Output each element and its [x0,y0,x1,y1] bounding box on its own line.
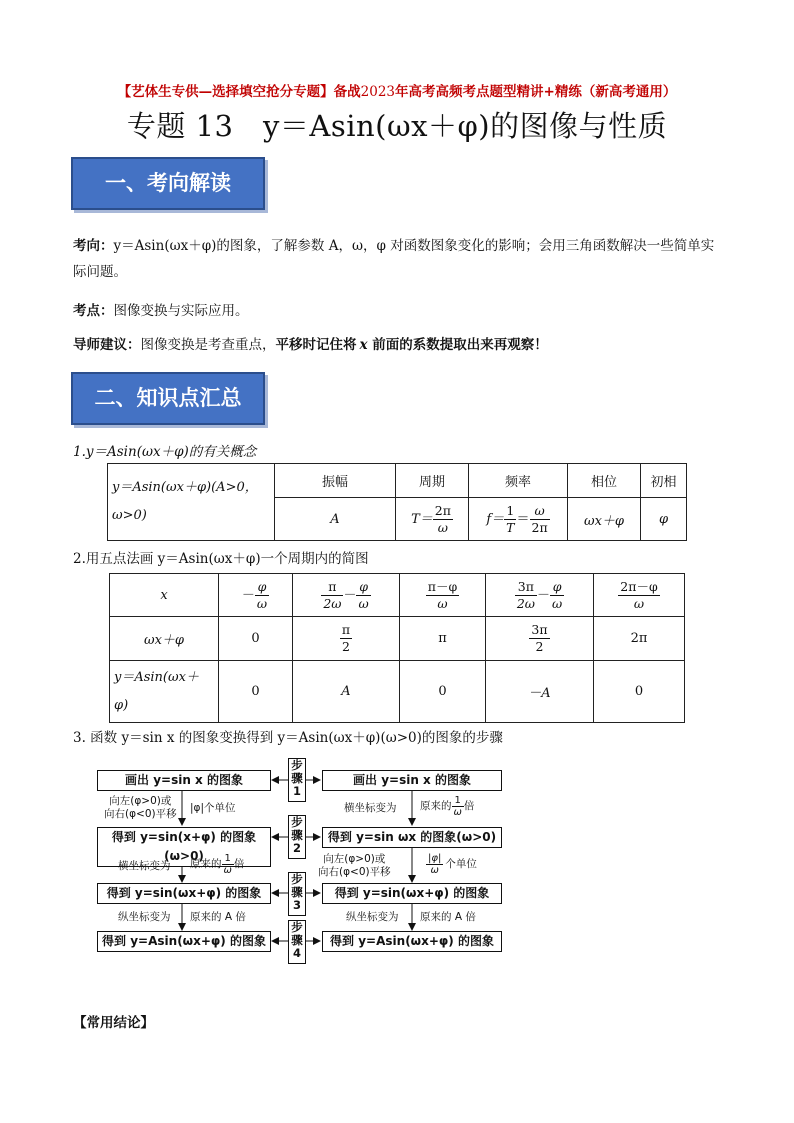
left-note-2 [190,853,244,876]
r3-c4: －A [486,661,594,723]
right-note-2 [318,853,391,879]
freq-num-1: 1 [504,503,516,520]
row-phase-label: ωx＋φ [110,617,219,661]
r3-c2: A [293,661,400,723]
r2-c1: 0 [219,617,293,661]
kaodian-text: 图像变换与实际应用。 [113,303,249,319]
row-x-label: x [110,574,219,617]
right-note-2-a: 向左(φ>0)或 [323,853,386,865]
section-heading-1: 一、考向解读 [71,157,265,210]
c2-num-b: φ [356,579,370,596]
left-note-1-a: 向左(φ>0)或 [109,795,172,807]
right-box-4: 得到 y=Asin(ωx+φ) 的图象 [322,931,502,952]
left-note-3-b: 原来的 A 倍 [190,911,246,923]
concept-left-line1: y＝Asin(ωx＋φ)(A>0， [112,480,258,495]
header-period: 周期 [396,464,469,498]
left-box-4: 得到 y=Asin(ωx+φ) 的图象 [97,931,271,952]
right-box-2: 得到 y=sin ωx 的图象(ω>0) [322,827,502,848]
period-num: 2π [434,502,451,518]
left-note-2-c: 倍 [233,858,245,870]
left-note-1-c: |φ|个单位 [190,802,236,814]
left-box-1: 画出 y=sin x 的图象 [97,770,271,791]
left-note-2-a: 横坐标变为 [118,860,171,872]
item2-title: 2.用五点法画 y＝Asin(ωx＋φ)一个周期内的简图 [73,551,369,567]
r2c4-num: 3π [531,622,548,637]
value-amplitude: A [275,498,396,541]
advice-text-3: 前面的系数提取出来再观察！ [367,337,548,353]
header-amplitude: 振幅 [275,464,396,498]
freq-eq: ＝ [516,511,530,527]
advice-label: 导师建议： [73,337,141,353]
row-y-label-2: φ) [114,697,129,713]
c5-den: ω [633,595,645,611]
right-note-2-c: 个单位 [445,858,477,870]
right-note-2-fraction [426,853,443,876]
c3-num: π－φ [427,578,458,594]
page-title: 专题 13 y＝Asin(ωx＋φ)的图像与性质 [126,109,668,143]
kaoxiang-text: y＝Asin(ωx＋φ)的图象，了解参数 A，ω，φ 对函数图象变化的影响；会用三角函数解决一些简单实际问题。 [73,238,715,280]
right-note-1-c: 倍 [463,800,475,812]
right-note-2-b: 向右(φ<0)平移 [318,866,391,878]
right-note-1-den: ω [453,807,462,818]
freq-lhs: f＝ [486,511,505,527]
header-suffix: 年高考高频考点题型精讲+精练（新高考通用） [395,84,677,100]
header-phase: 相位 [568,464,641,498]
c4-num-b: φ [550,579,564,596]
right-box-1: 画出 y=sin x 的图象 [322,770,502,791]
step-label-3: 步骤3 [288,872,306,916]
r2-c5: 2π [594,617,685,661]
item1-title: 1.y＝Asin(ωx＋φ)的有关概念 [73,444,257,460]
period-den: ω [437,519,448,535]
r2c4-den: 2 [535,639,544,654]
header-initial-phase: 初相 [641,464,687,498]
right-note-2-extra [426,853,477,876]
c2-den-b: ω [358,595,369,611]
left-box-2: 得到 y=sin(x+φ) 的图象(ω>0) [97,827,271,867]
header-frequency: 频率 [469,464,568,498]
value-phase: ωx＋φ [568,498,641,541]
r3-c5: 0 [594,661,685,723]
c3-den: ω [437,595,448,611]
r2c2-num: π [341,622,351,637]
right-note-1 [420,795,474,818]
step-label-2: 步骤2 [288,815,306,859]
right-note-2-num: |φ| [428,853,442,864]
header-prefix: 【艺体生专供—选择填空抢分专题】备战 [117,84,361,100]
r2-c3: π [400,617,486,661]
left-note-3-a: 纵坐标变为 [118,911,171,923]
left-note-2-den: ω [223,865,232,876]
kaodian-label: 考点： [73,303,114,319]
c4-sign: － [536,587,550,603]
c2-sign: － [343,587,357,603]
left-note-1 [104,795,177,821]
kaoxiang-label: 考向： [73,238,114,254]
c4-den-a: 2ω [516,595,535,611]
right-note-3-b: 原来的 A 倍 [420,911,476,923]
right-box-3: 得到 y=sin(ωx+φ) 的图象 [322,883,502,904]
header-year: 2023 [360,84,396,100]
freq-den-1: T [506,519,515,535]
conclusion-heading: 【常用结论】 [73,1015,154,1031]
c4-den-b: ω [551,595,563,611]
item3-title: 3. 函数 y＝sin x 的图象变换得到 y＝Asin(ωx＋φ)(ω>0)的图象的步骤 [73,730,503,746]
c1-den: ω [256,595,268,611]
right-note-1-num: 1 [452,795,464,807]
advice-x: x [359,337,368,353]
c1-sign: － [241,587,255,603]
left-note-1-b: 向右(φ<0)平移 [104,808,177,820]
section-heading-2: 二、知识点汇总 [71,372,265,425]
concept-left-line2: ω>0) [112,508,147,523]
advice-text-2: 平移时记住将 [275,337,357,353]
right-note-3-a: 纵坐标变为 [346,911,399,923]
advice-text-1: 图像变换是考查重点， [140,337,276,353]
row-y-label-1: y＝Asin(ωx＋ [114,669,199,685]
period-lhs: T＝ [411,511,433,527]
left-box-3: 得到 y=sin(ωx+φ) 的图象 [97,883,271,904]
c2-den-a: 2ω [323,595,342,611]
r3-c1: 0 [219,661,293,723]
right-note-1-b: 原来的 [420,800,452,812]
right-note-2-den: ω [430,865,439,876]
c2-num-a: π [321,579,343,596]
c4-num-a: 3π [515,579,537,596]
left-note-2-fraction [222,853,234,876]
r2c2-den: 2 [342,639,350,654]
left-note-2-num: 1 [222,853,234,865]
right-note-1-a: 横坐标变为 [344,802,397,814]
step-label-1: 步骤1 [288,758,306,802]
r3-c3: 0 [400,661,486,723]
step-label-4: 步骤4 [288,920,306,964]
left-note-2-b: 原来的 [190,858,222,870]
right-note-1-fraction [452,795,464,818]
value-initial-phase: φ [641,498,687,541]
freq-num-2: ω [530,503,550,520]
c1-num: φ [255,579,269,596]
c5-num: 2π－φ [620,578,658,594]
freq-den-2: 2π [531,519,548,535]
